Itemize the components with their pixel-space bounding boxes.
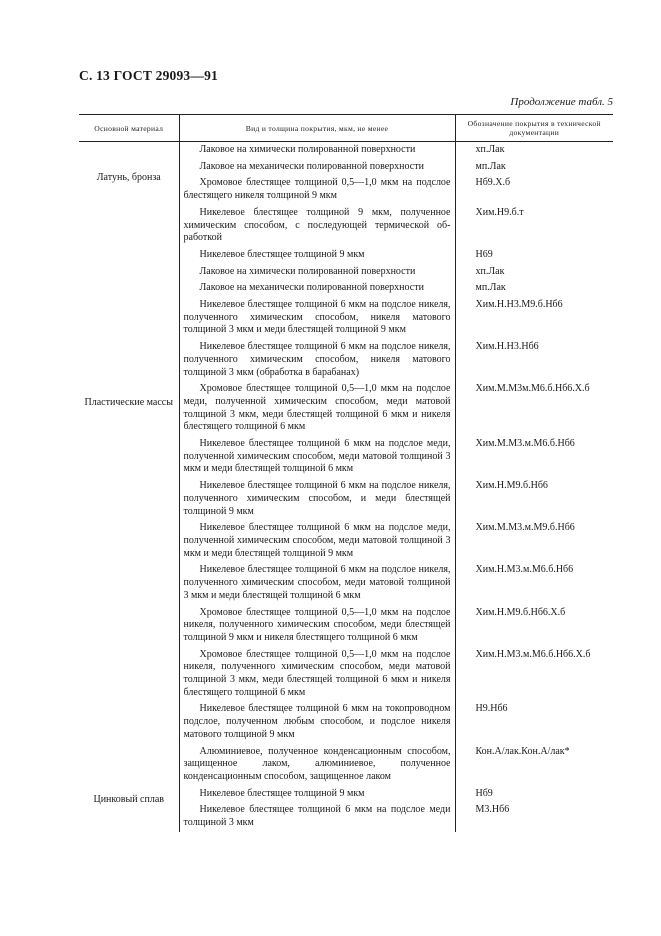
coating-description: Лаковое на химически полированной поверхности	[179, 264, 455, 281]
coating-description: Никелевое блестящее толщиной 6 мкм на токопроводном подслое, полученном любым способом, и подслое никеля матового толщиной 9 мкм	[179, 701, 455, 743]
coating-description: Хромовое блестящее толщиной 0,5—1,0 мкм на подслое никеля, полученного химическим способом, меди блестящей толщиной 9 мкм и никеля блестящего толщиной 6 мкм	[179, 605, 455, 647]
coating-designation: Хим.Н.М9.б.Нб6.Х.б	[475, 606, 566, 618]
table-body	[79, 142, 613, 832]
coating-designation: Хим.Н.М3.м.М6.б.Нб6.Х.б	[475, 648, 591, 660]
coating-description: Хромовое блестящее толщиной 0,5—1,0 мкм на подслое меди, полученной химическим способом, меди матовой толщиной 3 мкм, меди блестящей толщиной 6 мкм и никеля блестящего толщиной 6 мкм	[179, 381, 455, 436]
coatings-table	[79, 114, 613, 832]
coating-designation: М3.Нб6	[475, 804, 510, 816]
coating-description: Никелевое блестящее толщиной 9 мкм, полученное химическим способом, с последующей термической обработкой	[179, 205, 455, 247]
coating-description: Никелевое блестящее толщиной 9 мкм	[179, 786, 455, 803]
material-cell	[79, 142, 179, 247]
coating-description: Хромовое блестящее толщиной 0,5—1,0 мкм на подслое блестящего никеля толщиной 9 мкм	[179, 175, 455, 204]
table-continuation-label: Продолжение табл. 5	[510, 96, 613, 108]
coating-designation: Нб9.Х.б	[475, 177, 511, 189]
coating-description: Никелевое блестящее толщиной 6 мкм на подслое никеля, полученного химическим способом, и меди блестящей толщиной 9 мкм	[179, 478, 455, 520]
material-label: Цинковый сплав	[93, 793, 164, 805]
coating-designation: хп.Лак	[475, 144, 505, 155]
coating-description: Лаковое на механически полированной поверхности	[179, 159, 455, 176]
coating-designation: Н69	[475, 248, 493, 260]
coating-description: Алюминиевое, полученное конденсационным способом, защищенное лаком, алюминиевое, полученное конденсационным способом, защищенное лаком	[179, 744, 455, 786]
coating-designation: хп.Лак	[475, 265, 505, 277]
coating-designation: Хим.М.М3.м.М9.б.Нб6	[475, 522, 575, 534]
coating-description: Никелевое блестящее толщиной 6 мкм на подслое меди толщиной 3 мкм	[179, 802, 455, 831]
coating-designation: Хим.Н.Н3.Нб6	[475, 341, 539, 353]
coating-description: Хромовое блестящее толщиной 0,5—1,0 мкм на подслое никеля, полученного химическим способом, меди матовой толщиной 3 мкм, меди блестящей толщиной 6 мкм и никеля блестящего толщиной 6 мкм	[179, 647, 455, 702]
coating-description: Никелевое блестящее толщиной 6 мкм на подслое меди, полученной химическим способом, меди матовой толщиной 3 мкм и меди блестящей толщиной 9 мкм	[179, 520, 455, 562]
header-coating: Вид и толщина покрытия, мкм, не менее	[179, 115, 455, 142]
table-row	[79, 247, 613, 264]
coating-designation: мп.Лак	[475, 282, 506, 294]
coating-designation: Н9.Нб6	[475, 703, 508, 715]
material-label: Пластические массы	[84, 396, 173, 408]
header-material: Основной материал	[79, 115, 179, 142]
page-header: С. 13 ГОСТ 29093—91	[79, 68, 218, 83]
coating-description: Лаковое на химически полированной поверхности	[179, 142, 455, 159]
coating-description: Лаковое на механически полированной поверхности	[179, 280, 455, 297]
coating-designation: мп.Лак	[475, 160, 506, 172]
material-cell	[79, 786, 179, 832]
coating-designation: Кон.А/лак.Кон.А/лак*	[475, 745, 570, 757]
coating-description: Никелевое блестящее толщиной 9 мкм	[179, 247, 455, 264]
table-header-row	[79, 115, 613, 142]
coating-designation: Хим.Н.М9.б.Нб6	[475, 480, 548, 492]
coating-designation: Хим.Н.Н3.М9.б.Нб6	[475, 299, 563, 311]
coating-designation: Хим.М.М3.м.М6.б.Нб6	[475, 438, 575, 450]
material-label: Латунь, бронза	[96, 172, 161, 183]
table-row	[79, 142, 613, 159]
coating-designation: Хим.Н.М3.м.М6.б.Нб6	[475, 564, 574, 576]
coating-designation: Хим.Н9.б.т	[475, 206, 524, 218]
table-row	[79, 786, 613, 803]
coating-description: Никелевое блестящее толщиной 6 мкм на подслое никеля, полученного химическим способом, никеля матового толщиной 3 мкм (обработка в барабанах)	[179, 339, 455, 381]
header-designation: Обозначение покрытия в технической документации	[455, 115, 613, 142]
coating-designation: Нб9	[475, 787, 493, 799]
coating-designation: Хим.М.М3м.М6.б.Нб6.Х.б	[475, 383, 590, 395]
coating-description: Никелевое блестящее толщиной 6 мкм на подслое меди, полученной химическим способом, меди матовой толщиной 3 мкм и меди блестящей толщиной 6 мкм	[179, 436, 455, 478]
coating-description: Никелевое блестящее толщиной 6 мкм на подслое никеля, полученного химическим способом, меди матовой толщиной 3 мкм и меди блестящей толщиной 6 мкм	[179, 562, 455, 604]
material-cell	[79, 247, 179, 786]
coating-description: Никелевое блестящее толщиной 6 мкм на подслое никеля, полученного химическим способом, никеля матового толщиной 3 мкм и меди блестящей толщиной 9 мкм	[179, 297, 455, 339]
